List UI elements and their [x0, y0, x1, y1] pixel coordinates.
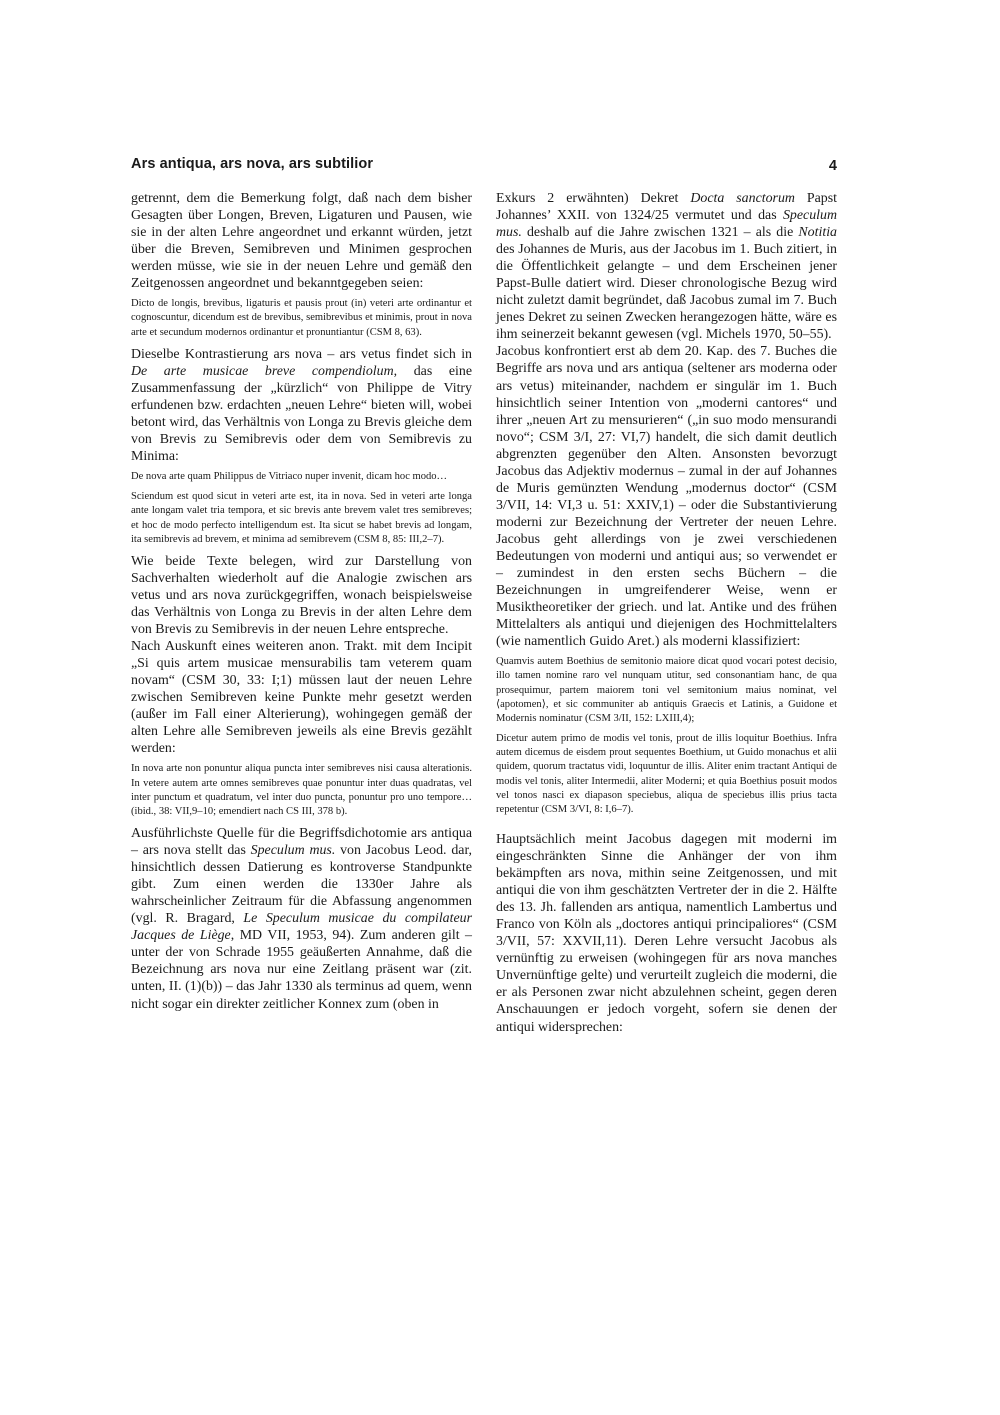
- text-run: Exkurs 2 erwähnten) Dekret: [496, 191, 691, 206]
- latin-quotation: Dicto de longis, brevibus, ligaturis et pausis prout (in) veteri arte ordinantur et cognoscuntur, dicendum est de brevibus, semibrevibus et minimis, prout in nova arte et secundum modernos ordinantur et pronuntiantur (CSM 8, 63).: [131, 298, 472, 338]
- paragraph: getrennt, dem die Bemerkung folgt, daß nach dem bisher Gesagten über Longen, Breven, Ligaturen und Pausen, wie sie in der alten Lehre angeordnet und erkannt würden, jetzt über die Breven, Semibreven und Minimen gesprochen werden müsse, wie sie in der neuen Lehre und gemäß den Zeitgenossen angeordnet und bekanntgegeben seien:: [131, 191, 472, 292]
- work-title: Docta sanctorum: [690, 191, 795, 206]
- paragraph: Hauptsächlich meint Jacobus dagegen mit moderni im eingeschränkten Sinne die Anhänger der von ihm bekämpften ars nova, mithin seine Zeitgenossen, und mit antiqui die von ihm geschätzten Vertreter der in die 2. Hälfte des 13. Jh. fallenden ars antiqua, namentlich Lambertus und Franco von Köln als „doctores antiqui principaliores“ (CSM 3/VII, 57: XXVII,11). Deren Lehre versucht Jacobus als vernünftig zu erweisen (wohingegen für ars nova manches Unvernünftige gelte) und verurteilt zugleich die moderni, die er als Personen zwar nicht abzulehnen scheint, gegen deren Anschauungen er jedoch vorgeht, sofern sie denen der antiqui widersprechen:: [496, 831, 837, 1035]
- page-number: 4: [828, 158, 837, 174]
- text-run: deshalb auf die Jahre zwischen 1321 – als die: [521, 225, 799, 241]
- running-title: Ars antiqua, ars nova, ars subtilior: [131, 156, 374, 172]
- text-run: von Jacobus Leod. dar, hinsichtlich dessen Datierung es kontroverse Standpunkte gibt. Zum einen werden die 1330er Jahre als wahrscheinlicher Zeitraum für die Abfassung angenommen (vgl. R. Bragard,: [131, 843, 472, 927]
- latin-quotation: Sciendum est quod sicut in veteri arte est, ita in nova. Sed in veteri arte longa ante longam valet tria tempora, et sic brevis ante brevem valet tres semibreves; et hoc de modo perfecto intelligendum est. Ita sicut se habet brevis ad longam, ita semibrevis ad brevem, et minima ad semibrevem (CSM 8, 85: III,2–7).: [131, 491, 472, 545]
- text-run: Papst Johannes’ XXII. von 1324/25 vermutet und das: [496, 191, 837, 224]
- latin-quotation: Quamvis autem Boethius de semitonio maiore dicat quod vocari potest decisio, illo tamen nomine raro vel nunquam utitur, sed consonantiam hanc, de qua prosequimur, partem maiorem toni vel semitonium maius nominat, vel ⟨apotomen⟩, et sic communiter ab antiquis Graecis et Latinis, a Guidone et Modernis nominatur (CSM 3/II, 152: LXIII,4);: [496, 656, 837, 724]
- running-header: [131, 156, 837, 180]
- text-run: , MD VII, 1953, 94). Zum anderen gilt – unter der von Schrade 1955 geäußerten Annahme, daß die Bezeichnung ars nova nur eine Zeitlang präsent war (zit. unten, II. (1)(b)) – das Jahr 1330 als terminus ad quem, wenn nicht sogar ein direkter zeitlicher Konnex zum (oben in: [131, 928, 473, 1012]
- paragraph: Nach Auskunft eines weiteren anon. Trakt. mit dem Incipit „Si quis artem musicae mensurabilis tam veterem quam novam“ (CSM 30, 33: I;1) müssen laut der neuen Lehre zwischen Semibreven keine Punkte mehr gesetzt werden (außer im Fall einer Alterierung), wohingegen gemäß der alten Lehre alle Semibreven jeweils als eine Brevis gezählt werden:: [131, 639, 472, 757]
- paragraph: Wie beide Texte belegen, wird zur Darstellung von Sachverhalten wiederholt auf die Analogie zwischen ars vetus und ars nova zurückgegriffen, wonach beispielsweise das Verhältnis von Longa zu Brevis in der alten Lehre dem von Brevis zu Semibrevis in der neuen Lehre entspreche.: [131, 553, 472, 638]
- latin-quotation: De nova arte quam Philippus de Vitriaco nuper invenit, dicam hoc modo…: [131, 471, 448, 483]
- text-run: Ausführlichste Quelle für die Begriffsdichotomie ars antiqua – ars nova stellt das: [131, 826, 472, 859]
- work-title: Le Speculum musicae du compilateur Jacques de Liège: [131, 911, 472, 944]
- left-column: [131, 190, 472, 1013]
- text-run: Dieselbe Kontrastierung ars nova – ars vetus findet sich in: [131, 346, 472, 362]
- paragraph: [131, 825, 472, 1013]
- text-run: , das eine Zusammenfassung der „kürzlich“ von Philippe de Vitry erfundenen bzw. erdachten „neuen Lehre“ bieten will, wobei betont wird, das Verhältnis von Longa zu Brevis gleiche dem von Brevis zu Semibrevis oder dem von Semibrevis zu Minima:: [131, 363, 472, 465]
- text-run: des Johannes de Muris, aus der Jacobus im 1. Buch zitiert, in die Öffentlichkeit gelangte – und dem Erscheinen jener Papst-Bulle datiert wird. Dieser chronologische Bezug wird nicht zuletzt damit begründet, daß Jacobus zumal im 7. Buch jenes Dekret zu seinen Zwecken herangezogen hätte, wäre es ihm seinerzeit bekannt gewesen (vgl. Michels 1970, 50–55).: [496, 242, 837, 343]
- work-title: De arte musicae breve compendiolum: [131, 363, 394, 379]
- paragraph: [496, 190, 837, 343]
- work-title: Speculum mus.: [250, 843, 336, 859]
- paragraph: [131, 346, 472, 465]
- work-title: Speculum mus.: [496, 208, 837, 241]
- latin-quotation: Dicetur autem primo de modis vel tonis, prout de illis loquitur Boethius. Infra autem dicemus de eisdem prout sequentes Boethium, ut Guido monachus et alii quidem, quorum tractatus vidi, loquuntur de illis. Aliter enim tractant Antiqui de modis vel tonis, aliter Intermedii, aliter Moderni; et quia Boethius posuit modos vel tonos nasci ex diapason speciebus, aliqua de speciebus illis prius tacta repetentur (CSM 3/VI, 8: I,6–7).: [496, 733, 837, 815]
- work-title: Notitia: [798, 225, 837, 241]
- right-column: [496, 190, 837, 1036]
- latin-quotation: In nova arte non ponuntur aliqua puncta inter semibreves nisi causa alterationis. In vetere autem arte omnes semibreves quae ponuntur inter duas quadratas, vel inter punctum et quadratum, vel inter duo puncta, ponuntur pro uno tempore… (ibid., 38: VII,9–10; emendiert nach CS III, 378 b).: [131, 763, 472, 817]
- paragraph: Jacobus konfrontiert erst ab dem 20. Kap. des 7. Buches die Begriffe ars nova und ars antiqua (seltener ars moderna oder ars vetus) miteinander, nachdem er singulär im 1. Buch hinsichtlich seiner Intention von „moderni cantores“ und ihrer „neuen Art zu mensurieren“ („in suo modo mensurandi novo“; CSM 3/I, 27: VI,7) handelt, die sich damit deutlich abgrenzten gegenüber den Alten. Ansonsten bevorzugt Jacobus das Adjektiv modernus – zumal in der auf Johannes de Muris gemünzten Wendung „modernus doctor“ (CSM 3/VII, 14: VI,3 u. 51: XXIV,1) – oder die Substantivierung moderni zur Bezeichnung der Vertreter der neuen Lehre. Jacobus geht allerdings von je zwei verschiedenen Bedeutungen von moderni und antiqui aus; so verwendet er – zumindest in den ersten sechs Büchern – die Bezeichnungen in umgreifenderer Weise, wenn er Musiktheoretiker der griech. und lat. Antike und des frühen Mittelalters als antiqui und diejenigen des Hochmittelalters (wie namentlich Guido Aret.) als moderni klassifiziert:: [496, 344, 837, 650]
